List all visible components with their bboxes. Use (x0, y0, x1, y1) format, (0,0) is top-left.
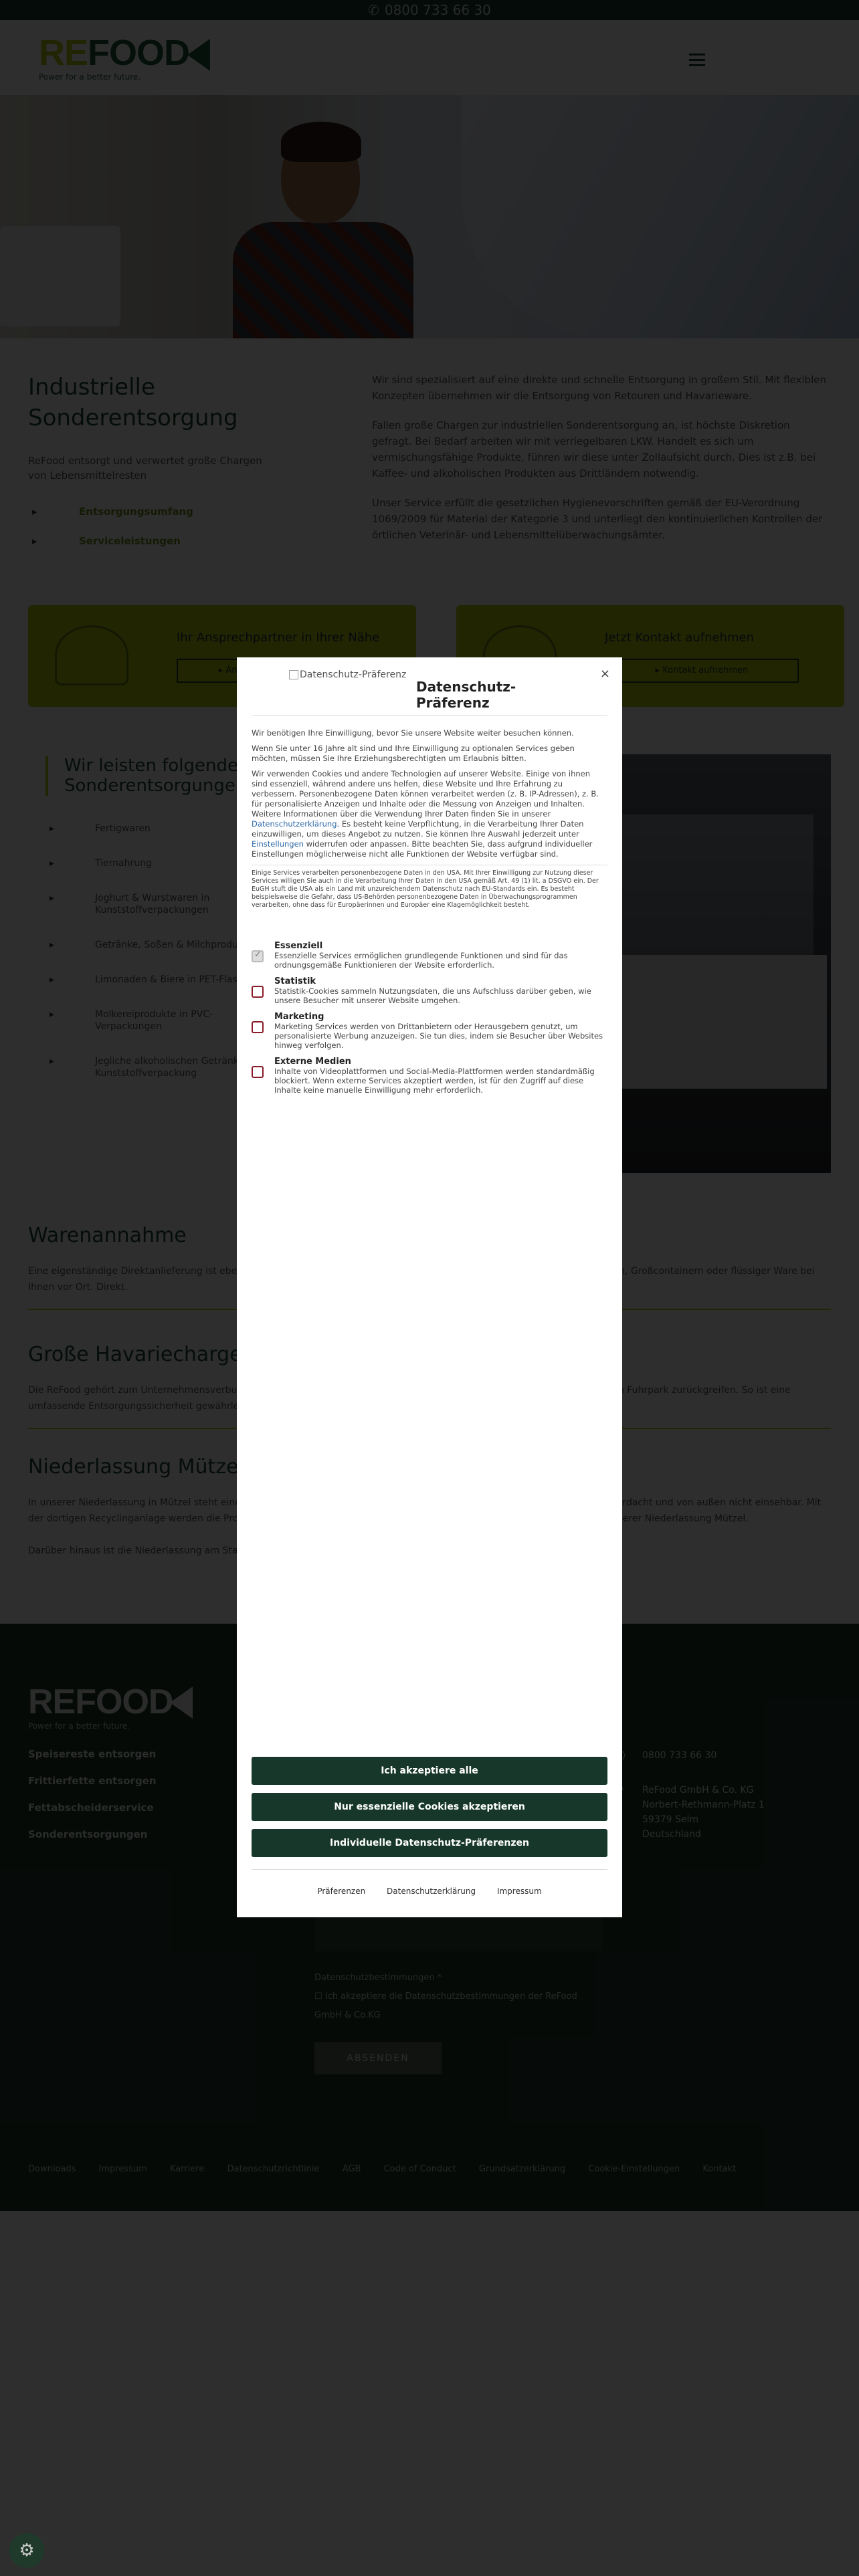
statistics-checkbox[interactable] (252, 986, 264, 998)
consent-title: Datenschutz-Präferenz (416, 679, 516, 711)
consent-dialog (237, 657, 622, 1917)
option-marketing (252, 1012, 607, 1050)
consent-paragraph: Wenn Sie unter 16 Jahre alt sind und Ihre Einwilligung zu optionalen Services geben möchten, müssen Sie Ihre Erziehungsberechtigten um Erlaubnis bitten. (252, 744, 575, 763)
privacy-link[interactable]: Datenschutzerklärung (387, 1887, 476, 1896)
accept-all-button[interactable]: Ich akzeptiere alle (252, 1757, 607, 1785)
marketing-checkbox[interactable] (252, 1021, 264, 1033)
divider (252, 1869, 607, 1870)
close-icon[interactable]: × (599, 667, 610, 681)
consent-footer-links (237, 1887, 622, 1896)
option-title: Statistik (274, 976, 316, 986)
option-statistics (252, 976, 607, 1005)
consent-options (252, 941, 607, 1101)
option-title: Marketing (274, 1012, 324, 1022)
consent-paragraph: Wir benötigen Ihre Einwilligung, bevor Sie unsere Website weiter besuchen können. (252, 728, 574, 738)
external-media-checkbox[interactable] (252, 1066, 264, 1078)
divider (252, 715, 607, 716)
consent-text: . Es besteht keine Verpflichtung, in die Verarbeitung Ihrer Daten einzuwilligen, um dieses Angebot zu nutzen. Sie können Ihre Auswahl jederzeit unter (252, 819, 584, 839)
option-desc: Marketing Services werden von Drittanbietern oder Herausgebern genutzt, um personalisierte Werbung anzuzeigen. Sie tun dies, indem sie Besucher über Websites hinweg verfolgen. (274, 1022, 603, 1050)
individual-preferences-button[interactable]: Individuelle Datenschutz-Präferenzen (252, 1829, 607, 1857)
option-essential (252, 941, 607, 970)
consent-body (252, 728, 607, 909)
option-desc: Inhalte von Videoplattformen und Social-Media-Plattformen werden standardmäßig blockiert. Wenn externe Services akzeptiert werden, ist für den Zugriff auf diese Inhalte keine manuelle Einwilligung mehr erforderlich. (274, 1067, 595, 1095)
privacy-policy-link[interactable]: Datenschutzerklärung (252, 819, 337, 829)
imprint-link[interactable]: Impressum (496, 1887, 542, 1896)
settings-link[interactable]: Einstellungen (252, 839, 304, 849)
preferences-link[interactable]: Präferenzen (317, 1887, 366, 1896)
option-desc: Essenzielle Services ermöglichen grundlegende Funktionen und sind für das ordnungsgemäße Funktionieren der Website erforderlich. (274, 951, 568, 970)
consent-text: widerrufen oder anpassen. Bitte beachten Sie, dass aufgrund individueller Einstellungen möglicherweise nicht alle Funktionen der Website verfügbar sind. (252, 839, 593, 859)
option-title: Externe Medien (274, 1057, 351, 1067)
consent-usa-notice: Einige Services verarbeiten personenbezogene Daten in den USA. Mit Ihrer Einwilligung zur Nutzung dieser Services willigen Sie auch in die Verarbeitung Ihrer Daten in den USA gemäß Art. 49 (1) lit. a DSGVO ein. Der EuGH stuft die USA als ein Land mit unzureichendem Datenschutz nach EU-Standards ein. Es besteht beispielsweise die Gefahr, dass US-Behörden personenbezogene Daten in Überwachungsprogrammen verarbeiten, ohne dass für Europäerinnen und Europäer eine Klagemöglichkeit besteht. (252, 869, 599, 909)
essential-checkbox (252, 950, 264, 962)
consent-text: Wir verwenden Cookies und andere Technologien auf unserer Website. Einige von ihnen sind essenziell, während andere uns helfen, diese Website und Ihre Erfahrung zu verbessern. Personenbezogene Daten können verarbeitet werden (z. B. IP-Adressen), z. B. für personalisierte Anzeigen und Inhalte oder die Messung von Anzeigen und Inhalten. Weitere Informationen über die Verwendung Ihrer Daten finden Sie in unserer (252, 769, 599, 819)
accept-essential-button[interactable]: Nur essenzielle Cookies akzeptieren (252, 1793, 607, 1821)
consent-logo-image: Datenschutz-Präferenz (289, 669, 406, 680)
option-external-media (252, 1057, 607, 1095)
consent-paragraph (252, 769, 607, 859)
option-title: Essenziell (274, 941, 323, 951)
cookie-settings-gear-icon[interactable]: ⚙ (9, 2533, 44, 2568)
option-desc: Statistik-Cookies sammeln Nutzungsdaten, die uns Aufschluss darüber geben, wie unsere Besucher mit unserer Website umgehen. (274, 986, 591, 1005)
